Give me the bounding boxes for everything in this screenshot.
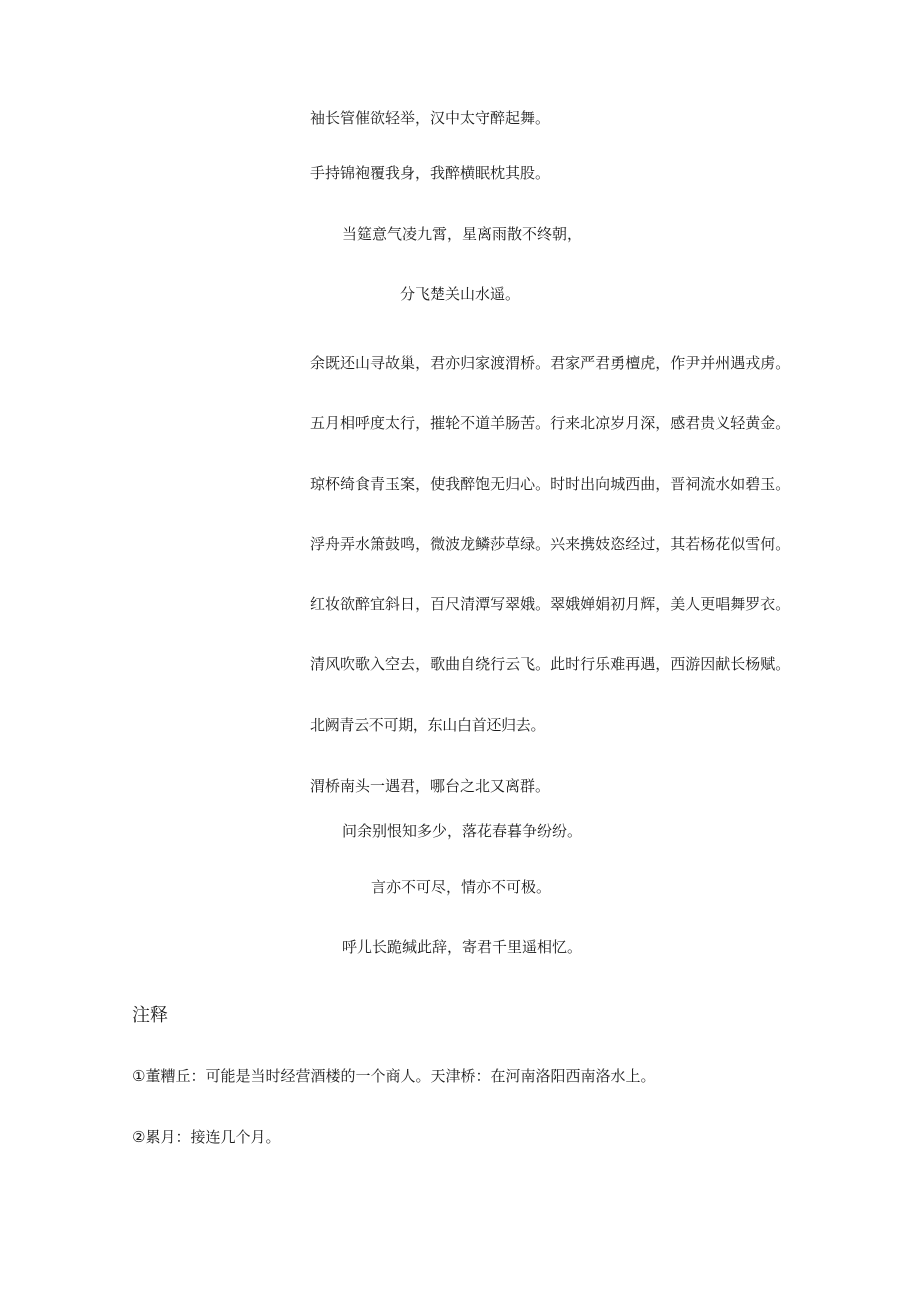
poem-line: 渭桥南头一遇君，哪台之北又离群。 [310,777,551,795]
poem-paragraph: 余既还山寻故巢，君亦归家渡渭桥。君家严君勇檀虎，作尹并州遇戎虏。五月相呼度太行，摧轮不道羊肠苦。行来北凉岁月深，感君贵义轻黄金。琼杯绮食青玉案，使我醉饱无归心。时时出向城西曲，晋祠流水如碧玉。浮舟弄水箫鼓鸣，微波龙鳞莎草绿。兴来携妓恣经过，其若杨花似雪何。红妆欲醉宜斜日，百尺清潭写翠娥。翠娥婵娟初月辉，美人更唱舞罗衣。清风吹歌入空去，歌曲自绕行云飞。此时行乐难再遇，西游因献长杨赋。北阙青云不可期，东山白首还归去。 [310,354,790,734]
poem-line: 袖长管催欲轻举，汉中太守醉起舞。 [310,109,551,127]
poem-line: 言亦不可尽，情亦不可极。 [371,878,552,896]
note-item: ①董糟丘：可能是当时经营酒楼的一个商人。天津桥：在河南洛阳西南洛水上。 [132,1067,656,1085]
poem-line: 手持锦袍覆我身，我醉横眠枕其股。 [310,164,551,182]
note-item: ②累月：接连几个月。 [132,1128,281,1146]
poem-line: 分飞楚关山水遥。 [400,285,521,303]
poem-line: 呼儿长跪缄此辞，寄君千里遥相忆。 [342,938,583,956]
poem-line: 当筵意气凌九霄，星离雨散不终朝， [342,225,583,243]
notes-heading: 注释 [132,1005,168,1026]
poem-line: 问余别恨知多少，落花春暮争纷纷。 [342,822,583,840]
